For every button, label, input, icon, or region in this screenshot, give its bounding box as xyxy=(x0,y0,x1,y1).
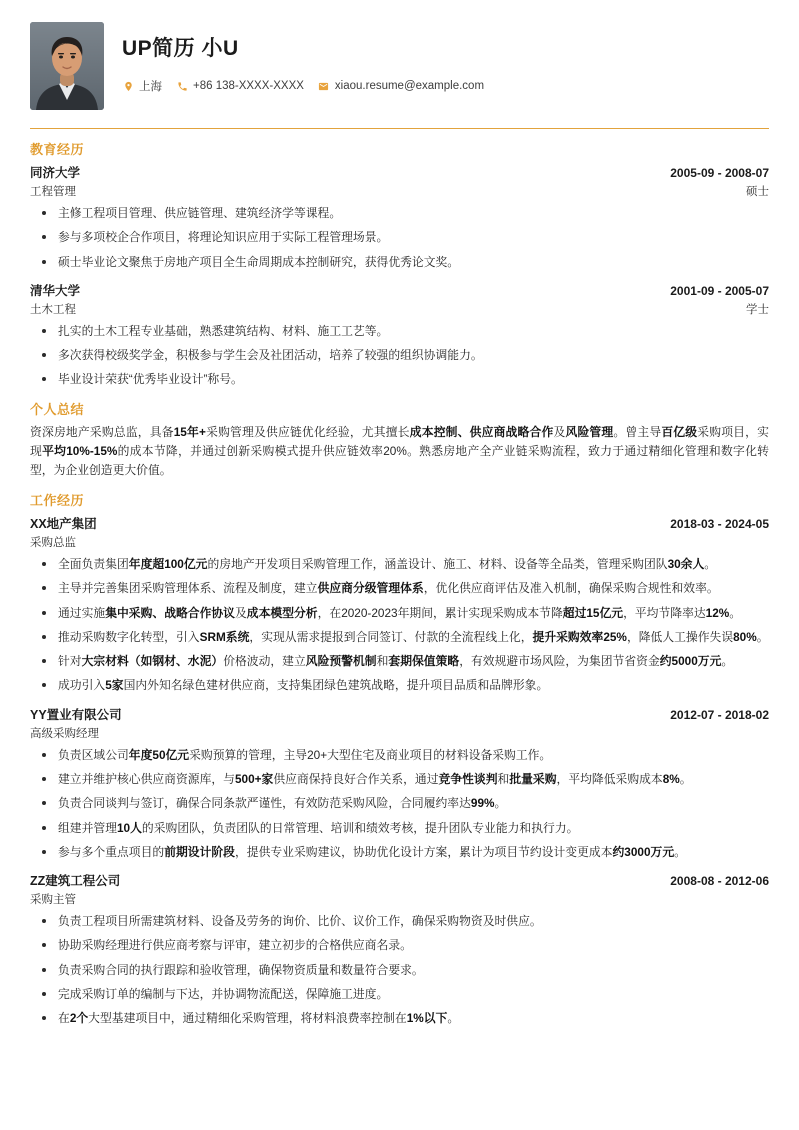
entry-organization: ZZ建筑工程公司 xyxy=(30,874,121,889)
list-item: 推动采购数字化转型，引入SRM系统，实现从需求提报到合同签订、付款的全流程线上化，提升采购效率25%，降低人工操作失误80%。 xyxy=(30,628,769,646)
entry-subtitle-row xyxy=(30,301,769,317)
entry-date: 2001-09 - 2005-07 xyxy=(670,283,769,298)
section-title: 工作经历 xyxy=(30,493,85,509)
resume-header xyxy=(30,22,769,124)
list-item: 毕业设计荣获“优秀毕业设计”称号。 xyxy=(30,370,769,388)
list-item: 负责工程项目所需建筑材料、设备及劳务的询价、比价、议价工作，确保采购物资及时供应。 xyxy=(30,912,769,930)
entry-role: 土木工程 xyxy=(30,303,76,316)
header-divider xyxy=(30,128,769,129)
list-item: 主修工程项目管理、供应链管理、建筑经济学等课程。 xyxy=(30,204,769,222)
list-item: 全面负责集团年度超100亿元的房地产开发项目采购管理工作，涵盖设计、施工、材料、设备等全品类，管理采购团队30余人。 xyxy=(30,555,769,573)
list-item: 参与多项校企合作项目，将理论知识应用于实际工程管理场景。 xyxy=(30,228,769,246)
list-item: 协助采购经理进行供应商考察与评审，建立初步的合格供应商名录。 xyxy=(30,936,769,954)
section-title: 教育经历 xyxy=(30,142,85,157)
entry-role: 采购总监 xyxy=(30,537,76,550)
list-item: 针对大宗材料（如钢材、水泥）价格波动，建立风险预警机制和套期保值策略，有效规避市场风险，为集团节省资金约5000万元。 xyxy=(30,652,769,670)
list-item: 负责区域公司年度50亿元采购预算的管理，主导20+大型住宅及商业项目的材料设备采购工作。 xyxy=(30,746,769,764)
entry-bullet-list xyxy=(30,555,769,695)
email-icon xyxy=(318,80,330,92)
list-item: 组建并管理10人的采购团队，负责团队的日常管理、培训和绩效考核，提升团队专业能力和执行力。 xyxy=(30,819,769,837)
entry-subtitle-row xyxy=(30,725,769,741)
entry-bullet-list xyxy=(30,912,769,1027)
entry-header xyxy=(30,514,769,532)
resume-entry xyxy=(30,163,769,271)
entry-organization: 同济大学 xyxy=(30,166,81,180)
entry-header xyxy=(30,705,769,723)
entry-organization: 清华大学 xyxy=(30,283,81,298)
contact-location xyxy=(122,78,162,94)
entry-subtitle-row xyxy=(30,891,769,907)
summary-paragraph: 资深房地产采购总监，具备15年+采购管理及供应链优化经验，尤其擅长成本控制、供应商战略合作及风险管理。曾主导百亿级采购项目，实现平均10%-15%的成本节降，并通过创新采购模式提升供应链效率20%。熟悉房地产全产业链采购流程，致力于通过精细化管理和数字化转型，为企业创造更大价值。 xyxy=(30,424,769,477)
entry-header xyxy=(30,871,769,889)
contact-location-text: 上海 xyxy=(139,81,162,93)
list-item: 负责采购合同的执行跟踪和验收管理，确保物资质量和数量符合要求。 xyxy=(30,961,769,979)
list-item: 完成采购订单的编制与下达，并协调物流配送，保障施工进度。 xyxy=(30,985,769,1003)
resume-sections xyxy=(30,139,769,1028)
entry-organization: YY置业有限公司 xyxy=(30,707,122,722)
entry-bullet-list xyxy=(30,746,769,861)
resume-section xyxy=(30,139,769,389)
location-icon xyxy=(122,80,134,92)
entry-header xyxy=(30,163,769,181)
entry-organization: XX地产集团 xyxy=(30,517,97,532)
list-item: 负责合同谈判与签订，确保合同条款严谨性，有效防范采购风险，合同履约率达99%。 xyxy=(30,794,769,812)
list-item: 主导并完善集团采购管理体系、流程及制度，建立供应商分级管理体系，优化供应商评估及准入机制，确保采购合规性和效率。 xyxy=(30,579,769,597)
resume-entry xyxy=(30,514,769,695)
contact-phone xyxy=(176,80,304,92)
contact-email-text: xiaou.resume@example.com xyxy=(334,80,485,92)
list-item: 参与多个重点项目的前期设计阶段，提供专业采购建议，协助优化设计方案，累计为项目节约设计变更成本约3000万元。 xyxy=(30,843,769,861)
list-item: 扎实的土木工程专业基础，熟悉建筑结构、材料、施工工艺等。 xyxy=(30,322,769,340)
list-item: 建立并维护核心供应商资源库，与500+家供应商保持良好合作关系，通过竞争性谈判和批量采购，平均降低采购成本8%。 xyxy=(30,770,769,788)
list-item: 成功引入5家国内外知名绿色建材供应商，支持集团绿色建筑战略，提升项目品质和品牌形象。 xyxy=(30,676,769,694)
entry-date: 2008-08 - 2012-06 xyxy=(670,874,769,889)
phone-icon xyxy=(176,80,188,92)
entry-bullet-list xyxy=(30,322,769,389)
list-item: 通过实施集中采购、战略合作协议及成本模型分析，在2020-2023年期间，累计实现采购成本节降超过15亿元，平均节降率达12%。 xyxy=(30,604,769,622)
entry-date: 2012-07 - 2018-02 xyxy=(670,707,769,722)
resume-entry xyxy=(30,705,769,861)
entry-header xyxy=(30,281,769,299)
section-title: 个人总结 xyxy=(30,401,85,417)
entry-date: 2018-03 - 2024-05 xyxy=(670,517,769,532)
contact-phone-text: +86 138-XXXX-XXXX xyxy=(193,80,304,92)
entry-role: 高级采购经理 xyxy=(30,727,99,740)
entry-bullet-list xyxy=(30,204,769,271)
page-title: UP简历 小U xyxy=(122,37,239,60)
resume-entry xyxy=(30,871,769,1027)
list-item: 在2个大型基建项目中，通过精细化采购管理，将材料浪费率控制在1%以下。 xyxy=(30,1009,769,1027)
resume-section xyxy=(30,399,769,480)
entry-subtitle-row xyxy=(30,183,769,199)
resume-section xyxy=(30,490,769,1028)
contact-email xyxy=(318,80,484,92)
entry-degree: 学士 xyxy=(746,303,769,316)
entry-role: 工程管理 xyxy=(30,186,76,198)
header-main xyxy=(122,22,769,94)
entry-date: 2005-09 - 2008-07 xyxy=(670,166,769,180)
list-item: 硕士毕业论文聚焦于房地产项目全生命周期成本控制研究，获得优秀论文奖。 xyxy=(30,253,769,271)
entry-role: 采购主管 xyxy=(30,894,76,907)
list-item: 多次获得校级奖学金，积极参与学生会及社团活动，培养了较强的组织协调能力。 xyxy=(30,346,769,364)
avatar xyxy=(30,22,104,110)
resume-entry xyxy=(30,281,769,389)
entry-degree: 硕士 xyxy=(746,186,769,198)
contact-row xyxy=(122,78,769,94)
entry-subtitle-row xyxy=(30,534,769,550)
